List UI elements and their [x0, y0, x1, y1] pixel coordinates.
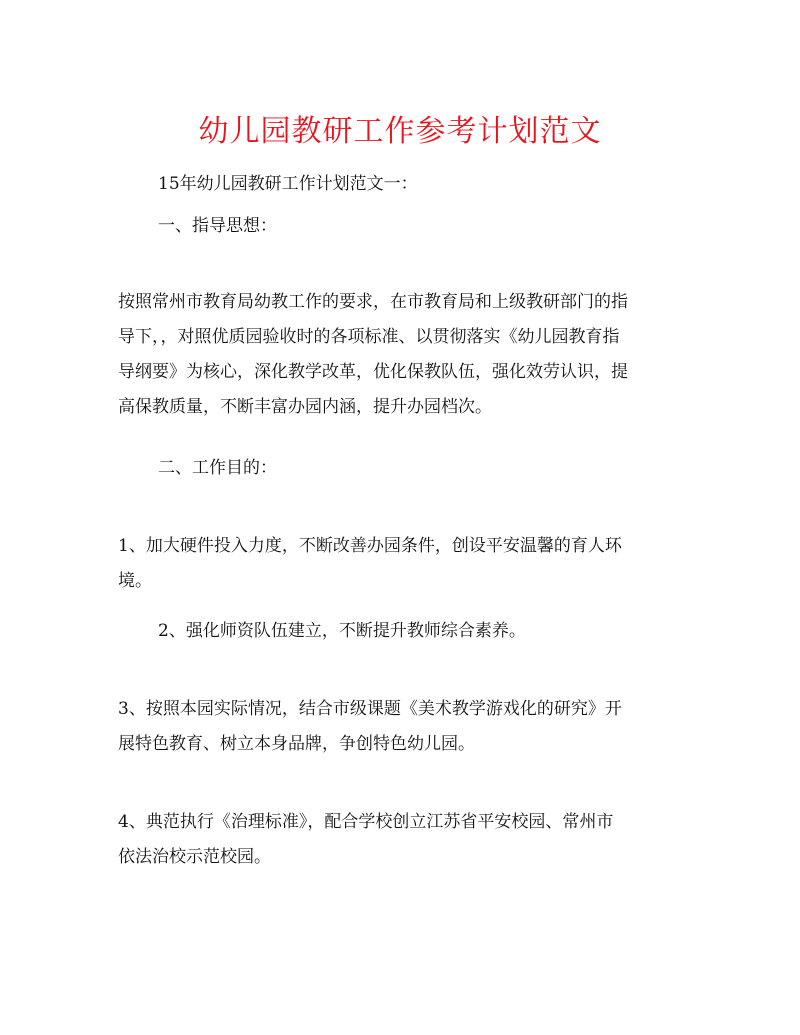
goal-item-2-line: 2、强化师资队伍建立，不断提升教师综合素养。 [158, 621, 526, 641]
section-heading-guiding-ideology: 一、指导思想： [158, 216, 277, 236]
section-heading-work-goals: 二、工作目的： [158, 458, 277, 478]
intro-line: 15年幼儿园教研工作计划范文一： [158, 174, 418, 194]
goal-item-4-line: 依法治校示范校园。 [118, 847, 271, 867]
goal-item-1-line: 境。 [118, 571, 152, 591]
goal-item-3-line: 展特色教育、树立本身品牌，争创特色幼儿园。 [118, 734, 475, 754]
goal-item-1-line: 1、加大硬件投入力度，不断改善办园条件，创设平安温馨的育人环 [118, 536, 622, 556]
document-title: 幼儿园教研工作参考计划范文 [198, 114, 602, 149]
paragraph-line: 高保教质量，不断丰富办园内涵，提升办园档次。 [118, 397, 492, 417]
paragraph-line: 导下，，对照优质园验收时的各项标准、以贯彻落实《幼儿园教育指 [118, 327, 620, 347]
paragraph-line: 按照常州市教育局幼教工作的要求，在市教育局和上级教研部门的指 [118, 292, 628, 312]
goal-item-3-line: 3、按照本园实际情况，结合市级课题《美术教学游戏化的研究》开 [118, 699, 622, 719]
paragraph-line: 导纲要》为核心，深化教学改革，优化保教队伍，强化效劳认识，提 [118, 362, 628, 382]
goal-item-4-line: 4、典范执行《治理标准》，配合学校创立江苏省平安校园、常州市 [118, 812, 614, 832]
